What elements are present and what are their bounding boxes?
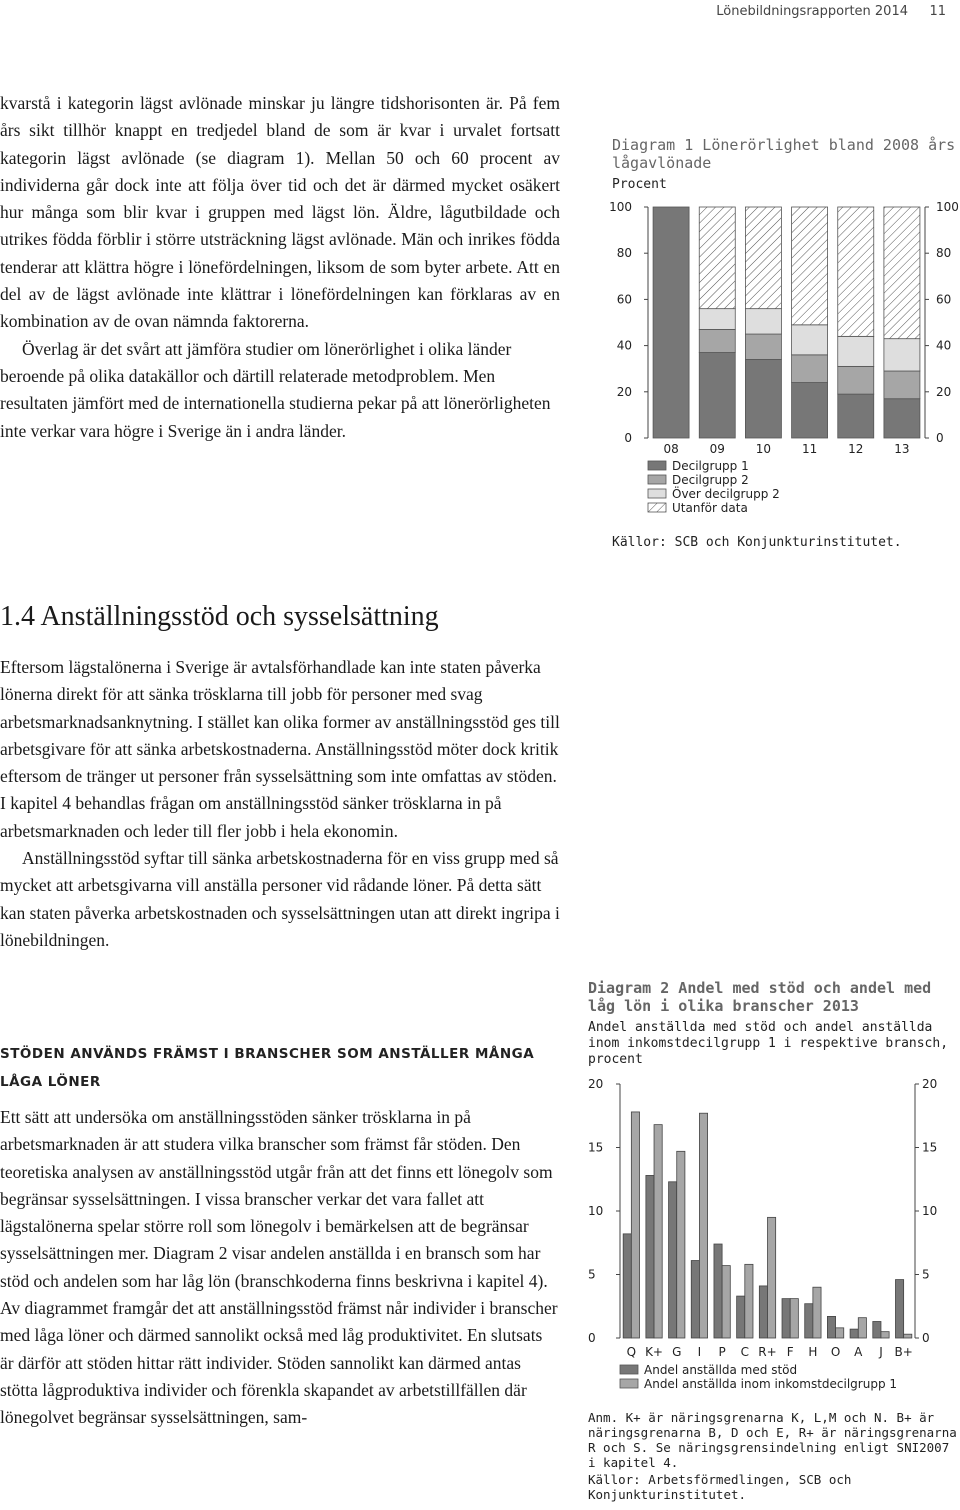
bar-series-2 [745,1264,753,1338]
legend-label: Utanför data [672,501,748,515]
x-tick-label: B+ [894,1345,913,1359]
bar-series-1 [714,1244,722,1338]
x-tick-label: H [808,1345,818,1359]
x-tick-label: O [830,1345,841,1359]
bar-segment-1 [792,383,828,438]
x-tick-label: 10 [755,442,772,456]
bar-segment-2 [792,355,828,383]
bar-series-1 [737,1296,745,1338]
bar-segment-1 [838,394,874,438]
x-tick-label: J [879,1345,883,1359]
diagram1-subtitle: Procent [612,177,667,192]
x-tick-label: Q [626,1345,637,1359]
page-number: 11 [929,4,946,19]
paragraph: Anställningsstöd syftar till sänka arbetskostnaderna för en viss grupp med så mycket att arbetsgivarna vill anställa personer vid rådande löner. På detta sätt kan staten påverka arbetskostnaden och sysselsättningen utan att direkt ingripa i lönebildningen. [0,848,560,950]
bar-segment-4 [884,207,920,339]
bar-series-2 [904,1334,912,1338]
bar-segment-1 [745,359,781,438]
bar-segment-1 [699,353,735,438]
bar-series-1 [646,1175,654,1338]
diagram2-title: Diagram 2 Andel med stöd och andel med låg lön i olika branscher 2013 [588,979,932,1015]
x-tick-label: 09 [709,442,725,456]
x-tick-label: R+ [758,1345,777,1359]
diagram1-svg [600,195,960,525]
diagram2-svg [580,1072,960,1402]
paragraph: Överlag är det svårt att jämföra studier om lönerörlighet i olika länder beroende på olika datakällor och därtill relaterade metodproblem. Men resultaten jämfört med de internationella studierna pekar på att lönerörligheten inte verkar vara högre i Sverige än i andra länder. [0,338,551,441]
diagram2-chart [580,1072,960,1402]
bar-series-2 [790,1299,798,1338]
sub-heading: STÖDEN ANVÄNDS FRÄMST I BRANSCHER SOM ANSTÄLLER MÅNGA LÅGA LÖNER [0,1046,535,1090]
bar-series-1 [827,1316,835,1338]
legend-swatch [648,475,666,484]
y-tick-label-left: 0 [624,431,632,445]
y-tick-label-left: 5 [588,1267,596,1282]
body-text-top [0,90,560,445]
x-tick-label: 11 [801,442,818,456]
x-tick-label: 08 [663,442,679,456]
y-tick-label-right: 10 [922,1204,938,1218]
legend-label: Över decilgrupp 2 [672,487,780,501]
y-tick-label-right: 0 [922,1331,930,1345]
diagram2-note-text: Anm. K+ är näringsgrenarna K, L,M och N. B+ är näringsgrenarna B, D och E, R+ är näringsgrenarna R och S. Se näringsgrensindelning enligt SNI2007 i kapitel 4. [588,1410,957,1470]
page-header [0,0,960,26]
bar-series-1 [873,1321,881,1338]
bar-segment-3 [699,309,735,330]
y-tick-label-right: 100 [936,200,959,214]
bar-segment-4 [792,207,828,325]
bar-series-1 [850,1329,858,1338]
bar-series-1 [782,1299,790,1338]
paragraph: kvarstå i kategorin lägst avlönade minskar ju längre tidshorisonten är. På fem års sikt tillhör knappt en tredjedel bland de som är kvar i urvalet fortsatt kategorin lägst avlönade (se diagram 1). Mellan 50 och 60 procent av individerna går dock inte att följa över tid och det är därmed mycket osäkert hur många som blir kvar i gruppen med lägst lön. Äldre, lågutbildade och utrikes födda förblir i större utsträckning lägst avlönade. Män och inrikes födda tenderar att klättra högre i lönefördelningen, liksom de som byter arbete. Att en del av de lägst avlönade inte klättrar i lönefördelningen kan förklaras av en kombination av de ovan nämnda faktorerna. [0,93,560,332]
y-tick-label-right: 20 [936,384,952,399]
y-tick-label-right: 20 [922,1077,938,1091]
bar-segment-3 [838,336,874,366]
y-tick-label-right: 80 [936,246,952,261]
y-tick-label-left: 80 [616,246,632,261]
y-tick-label-left: 20 [588,1077,604,1091]
y-tick-label-left: 10 [588,1204,604,1218]
bar-segment-1 [653,207,689,438]
bar-series-1 [805,1304,813,1338]
y-tick-label-left: 0 [588,1331,596,1345]
bar-segment-2 [745,334,781,359]
y-tick-label-left: 40 [616,338,632,353]
x-tick-label: P [718,1345,726,1359]
y-tick-label-left: 15 [588,1140,604,1155]
bar-segment-4 [745,207,781,309]
x-tick-label: 12 [848,442,864,456]
diagram2-note [588,1410,958,1502]
bar-series-2 [768,1217,776,1338]
bar-series-1 [895,1280,903,1338]
running-title: Lönebildningsrapporten 2014 [716,4,908,19]
bar-segment-2 [838,366,874,394]
bar-segment-2 [699,329,735,352]
bar-series-1 [623,1234,631,1338]
diagram2-source: Källor: Arbetsförmedlingen, SCB och Konjunkturinstitutet. [588,1472,852,1502]
bar-series-2 [654,1125,662,1338]
y-tick-label-right: 60 [936,292,952,307]
legend-label: Andel anställda med stöd [644,1363,798,1377]
body-text-bottom [0,1104,560,1432]
bar-series-2 [881,1332,889,1338]
x-tick-label: G [672,1345,682,1359]
legend-label: Andel anställda inom inkomstdecilgrupp 1 [644,1377,898,1391]
y-tick-label-right: 0 [936,431,944,445]
bar-segment-4 [838,207,874,336]
paragraph: Eftersom lägstalönerna i Sverige är avtalsförhandlade kan inte staten påverka lönerna direkt för att sänka trösklarna till jobb för personer med svag arbetsmarknadsanknytning. I stället kan olika former av anställningsstöd ges till arbetsgivare för att sänka arbetskostnaderna. Anställningsstöd möter dock kritik eftersom de tränger ut personer från sysselsättning som inte omfattas av stöden. I kapitel 4 behandlas frågan om anställningsstöd sänker trösklarna in på arbetsmarknaden och leder till fler jobb i hela ekonomin. [0,657,560,841]
y-tick-label-left: 20 [616,384,632,399]
bar-series-2 [836,1328,844,1338]
diagram1-title: Diagram 1 Lönerörlighet bland 2008 års lågavlönade [612,136,956,172]
bar-series-2 [677,1151,685,1338]
legend-label: Decilgrupp 1 [672,459,749,473]
bar-segment-2 [884,371,920,399]
legend-swatch [620,1365,638,1374]
section-heading: 1.4 Anställningsstöd och sysselsättning [0,601,439,632]
bar-segment-3 [884,339,920,371]
body-text-middle [0,654,560,954]
x-tick-label: I [697,1345,702,1359]
legend-swatch [620,1379,638,1388]
legend-swatch [648,489,666,498]
bar-segment-1 [884,399,920,438]
x-tick-label: K+ [645,1345,664,1359]
y-tick-label-right: 40 [936,338,952,353]
legend-label: Decilgrupp 2 [672,473,749,487]
bar-series-2 [722,1266,730,1338]
y-tick-label-left: 60 [616,292,632,307]
bar-series-1 [759,1286,767,1338]
bar-series-2 [699,1113,707,1338]
paragraph: Ett sätt att undersöka om anställningsstöden sänker trösklarna in på arbetsmarknaden är att studera vilka branscher som främst får stöden. Den teoretiska analysen av anställningsstöd utgår från att det finns ett lönegolv som begränsar sysselsättningen. I vissa branscher verkar det vara fallet att lägstalönerna spelar större roll som lönegolv i bemärkelsen att de begränsar sysselsättningen mer. Diagram 2 visar andelen anställda i en bransch som har stöd och andelen som har låg lön (branschkoderna finns beskrivna i kapitel 4). Av diagrammet framgår det att anställningsstöd främst når individer i branscher med låga löner och därmed sannolikt också med låg produktivitet. En slutsats är därför att stöden hittar rätt individer. Stöden sannolikt kan därmed antas stötta lågproduktiva individer och förenkla skapandet av arbetstillfällen där lönegolvet begränsar sysselsättningen, sam- [0,1107,558,1428]
bar-series-2 [631,1112,639,1338]
bar-segment-3 [745,309,781,334]
x-tick-label: 13 [894,442,910,456]
x-tick-label: C [740,1345,750,1359]
y-tick-label-left: 100 [609,200,632,214]
bar-series-1 [669,1182,677,1338]
x-tick-label: A [854,1345,863,1359]
legend-swatch [648,503,666,512]
bar-segment-3 [792,325,828,355]
diagram2-subtitle: Andel anställda med stöd och andel anställda inom inkomstdecilgrupp 1 i respektive bransch, procent [588,1020,949,1067]
legend-swatch [648,461,666,470]
bar-series-2 [813,1287,821,1338]
diagram1-source: Källor: SCB och Konjunkturinstitutet. [612,535,902,550]
bar-series-2 [858,1318,866,1338]
diagram1-chart [600,195,960,525]
x-tick-label: F [786,1345,794,1359]
bar-segment-4 [699,207,735,309]
y-tick-label-right: 5 [922,1267,930,1282]
y-tick-label-right: 15 [922,1140,938,1155]
bar-series-1 [691,1261,699,1338]
